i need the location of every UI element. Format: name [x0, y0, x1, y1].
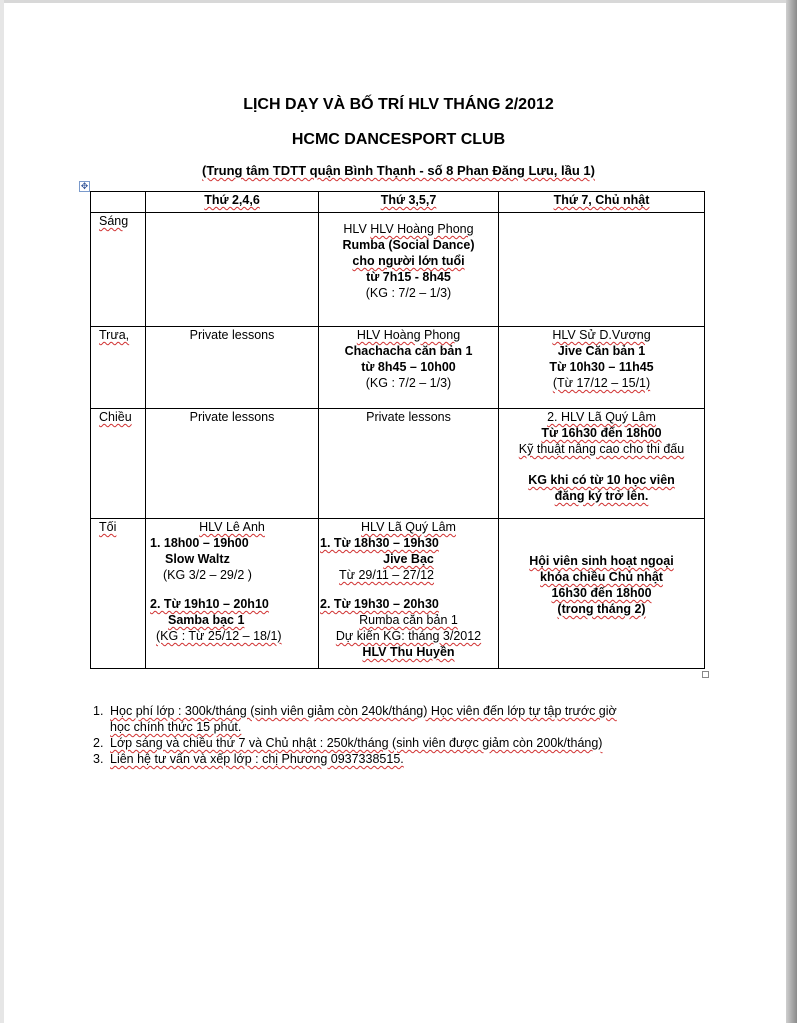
header-col-3-label: Thứ 7, Chủ nhật — [553, 193, 650, 207]
cell-noon-col-1 — [146, 327, 319, 409]
cell-line: HLV Lê Anh — [199, 520, 265, 534]
header-row — [91, 192, 705, 213]
table-row-evening — [91, 519, 705, 669]
cell-line: (trong tháng 2) — [557, 602, 646, 616]
header-col-1-label: Thứ 2,4,6 — [204, 193, 260, 207]
notes-list — [93, 703, 703, 767]
schedule-table — [90, 191, 705, 669]
cell-line: Rumba căn bản 1 — [359, 613, 458, 627]
cell-line — [499, 457, 704, 472]
list-item — [93, 703, 703, 735]
cell-line — [499, 519, 704, 553]
cell-line: từ 7h15 - 8h45 — [366, 270, 451, 284]
cell-line: cho người lớn tuổi — [352, 254, 465, 268]
row-label-afternoon — [91, 409, 146, 519]
cell-line: Kỹ thuật nâng cao cho thi đấu — [518, 442, 685, 456]
cell-line: Private lessons — [189, 328, 275, 342]
subtitle — [0, 163, 797, 178]
cell-line: 16h30 đến 18h00 — [551, 586, 652, 600]
cell-line: đăng ký trở lên. — [554, 489, 649, 503]
row-label-text: Tối — [99, 520, 117, 534]
list-item — [93, 735, 703, 751]
cell-line: (KG : 7/2 – 1/3) — [365, 286, 452, 300]
cell-line: Slow Waltz — [165, 552, 230, 566]
cell-line: HLV HLV Hoàng Phong — [343, 222, 474, 236]
cell-line: Jive Bạc — [383, 552, 434, 566]
cell-line: HLV Lã Quý Lâm — [361, 520, 456, 534]
cell-line: 2. HLV Lã Quý Lâm — [547, 410, 656, 424]
row-label-text: Chiều — [99, 410, 132, 424]
title-line-1: LỊCH DẠY VÀ BỐ TRÍ HLV THÁNG 2/2012 — [243, 96, 554, 113]
cell-line: Samba bạc 1 — [168, 613, 245, 627]
title-line-2: HCMC DANCESPORT CLUB — [291, 131, 506, 148]
cell-line: 2. Từ 19h30 – 20h30 — [320, 597, 439, 611]
row-label-text: Trưa, — [99, 328, 130, 342]
cell-line: Từ 10h30 – 11h45 — [549, 360, 654, 374]
list-item-number: 1. — [93, 704, 104, 718]
header-col-3 — [499, 192, 705, 213]
cell-line — [146, 583, 318, 596]
move-handle-icon[interactable]: ✥ — [80, 181, 89, 191]
cell-evening-col-2 — [319, 519, 499, 669]
cell-line — [319, 213, 498, 221]
cell-line: Private lessons — [366, 410, 451, 424]
cell-line: khóa chiều Chủ nhật — [540, 570, 663, 584]
cell-line: Rumba (Social Dance) — [342, 238, 475, 252]
header-col-2 — [319, 192, 499, 213]
list-item-text: Lớp sáng và chiều thứ 7 và Chủ nhật : 250k/tháng (sinh viên được giảm còn 200k/tháng) — [110, 736, 603, 750]
cell-line: Hội viên sinh hoạt ngoại — [529, 554, 674, 568]
cell-line: Chachacha căn bản 1 — [344, 344, 473, 358]
cell-text: HLV Hoàng Phong — [370, 222, 474, 236]
cell-line: HLV Thu Huyền — [362, 645, 455, 659]
cell-line: 1. 18h00 – 19h00 — [150, 536, 249, 550]
list-item — [93, 751, 703, 767]
table-row-morning — [91, 213, 705, 327]
cell-line: KG khi có từ 10 học viên — [528, 473, 675, 487]
cell-morning-col-1 — [146, 213, 319, 327]
list-item-number: 3. — [93, 752, 104, 766]
cell-line: 1. Từ 18h30 – 19h30 — [320, 536, 439, 550]
header-col-1 — [146, 192, 319, 213]
window-right-shadow — [786, 0, 797, 1023]
cell-line: (Từ 17/12 – 15/1) — [552, 376, 651, 390]
table-resize-handle-icon[interactable] — [702, 671, 709, 678]
cell-noon-col-2 — [319, 327, 499, 409]
cell-line: (KG 3/2 – 29/2 ) — [163, 568, 252, 582]
row-label-morning — [91, 213, 146, 327]
header-col-2-label: Thứ 3,5,7 — [380, 193, 437, 207]
cell-line: HLV Sử D.Vương — [552, 328, 651, 342]
cell-line: HLV Hoàng Phong — [356, 328, 461, 342]
row-label-evening — [91, 519, 146, 669]
cell-afternoon-col-3 — [499, 409, 705, 519]
subtitle-text: (Trung tâm TDTT quận Bình Thạnh - số 8 Phan Đăng Lưu, lầu 1) — [202, 163, 595, 178]
cell-line: Dự kiến KG: tháng 3/2012 — [335, 629, 482, 643]
list-item-number: 2. — [93, 736, 104, 750]
header-corner-cell — [91, 192, 146, 213]
cell-line: Từ 29/11 – 27/12 — [339, 568, 435, 582]
cell-line: Jive Căn bản 1 — [557, 344, 646, 358]
cell-afternoon-col-1 — [146, 409, 319, 519]
cell-line: (KG : 7/2 – 1/3) — [365, 376, 452, 390]
cell-line: Private lessons — [189, 410, 275, 424]
row-label-text: Sáng — [99, 214, 129, 228]
table-row-afternoon — [91, 409, 705, 519]
cell-afternoon-col-2 — [319, 409, 499, 519]
list-item-text: Học phí lớp : 300k/tháng (sinh viên giảm còn 240k/tháng) Học viên đến lớp tự tập trước giờ — [110, 704, 617, 718]
cell-line: 2. Từ 19h10 – 20h10 — [150, 597, 269, 611]
cell-morning-col-2 — [319, 213, 499, 327]
list-item-text: Liên hệ tư vấn và xếp lớp : chị Phương 0937338515. — [110, 752, 404, 766]
cell-line: Từ 16h30 đến 18h00 — [541, 426, 662, 440]
cell-evening-col-3 — [499, 519, 705, 669]
cell-evening-col-1 — [146, 519, 319, 669]
cell-noon-col-3 — [499, 327, 705, 409]
cell-morning-col-3 — [499, 213, 705, 327]
cell-line: từ 8h45 – 10h00 — [361, 360, 456, 374]
table-row-noon — [91, 327, 705, 409]
row-label-noon — [91, 327, 146, 409]
cell-line: (KG : Từ 25/12 – 18/1) — [156, 629, 282, 643]
cell-line — [319, 583, 498, 596]
list-item-text: học chính thức 15 phút. — [110, 720, 242, 734]
